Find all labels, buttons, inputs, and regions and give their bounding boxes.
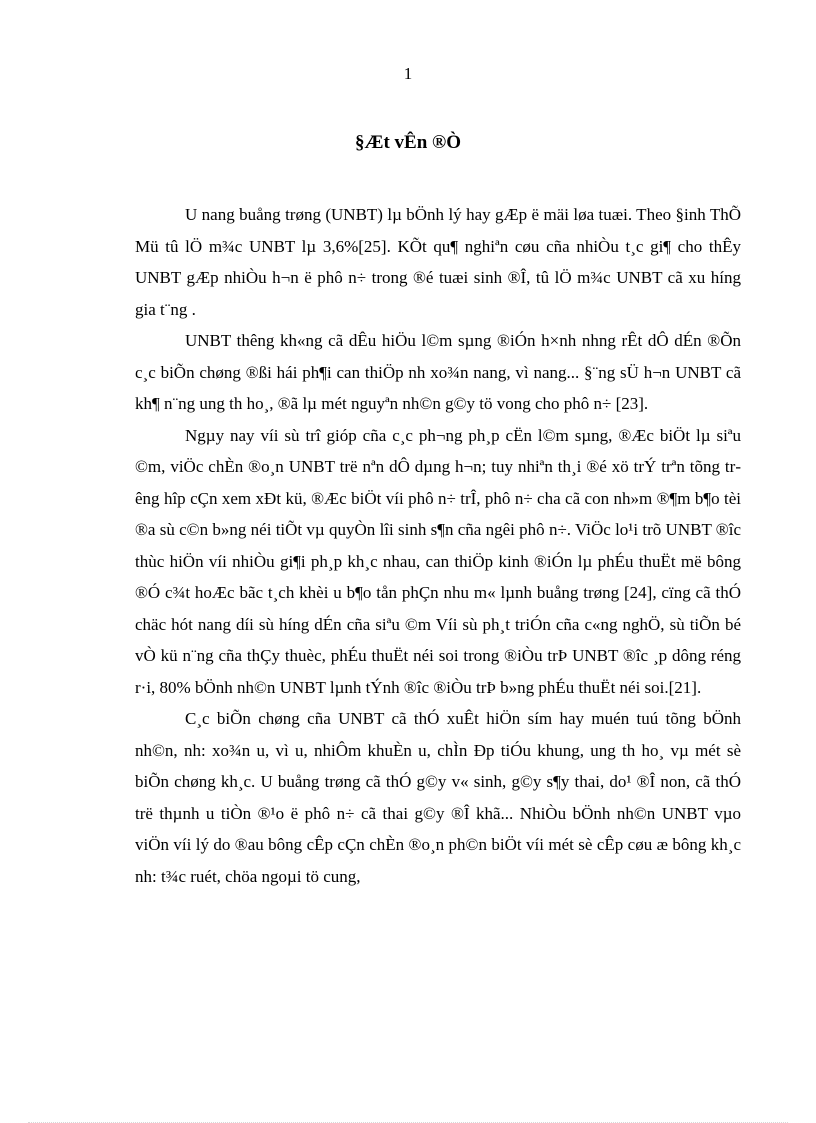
paragraph: UNBT thêng kh«ng cã dÊu hiÖu l©m sµng ®iÓn h×nh nhng rÊt dÔ dÉn ®Õn c¸c biÕn chøng ®ßi hái ph¶i can thiÖp nh xo¾n nang, vì nang... §¨ng sÜ h¬n UNBT cã kh¶ n¨ng ung th ho¸, ®ã lµ mét nguyªn nh©n g©y tö vong cho phô n÷ [23]. (135, 331, 741, 413)
paragraph: C¸c biÕn chøng cña UNBT cã thÓ xuÊt hiÖn sím hay muén tuú tõng bÖnh nh©n, nh: xo¾n u, vì u, nhiÔm khuÈn u, chÌn Ðp tiÓu khung, ung th ho¸ vµ mét sè biÕn chøng kh¸c. U buång trøng cã thÓ g©y v« sinh, g©y s¶y thai, do¹ ®Î non, cã thÓ trë thµnh u tiÒn ®¹o ë phô n÷ cã thai g©y ®Î khã... NhiÒu bÖnh nh©n UNBT vµo viÖn víi lý do ®au bông cÊp cÇn chÈn ®o¸n ph©n biÖt víi mét sè cÊp cøu æ bông kh¸c nh: t¾c ruét, chöa ngoµi tö cung, (135, 709, 741, 886)
section-heading: §Æt vÊn ®Ò (354, 132, 462, 153)
paragraph: U nang buång trøng (UNBT) lµ bÖnh lý hay gÆp ë mäi løa tuæi. Theo §inh ThÕ Mü tû lÖ m¾c UNBT lµ 3,6%[25]. KÕt qu¶ nghiªn cøu cña nhiÒu t¸c gi¶ cho thÊy UNBT gÆp nhiÒu h¬n ë phô n÷ trong ®é tuæi sinh ®Î, tû lÖ m¾c UNBT cã xu híng gia t¨ng . (135, 205, 741, 319)
paragraph: Ngµy nay víi sù trî gióp cña c¸c ph¬ng ph¸p cËn l©m sµng, ®Æc biÖt lµ siªu ©m, viÖc chÈn ®o¸n UNBT trë nªn dÔ dµng h¬n; tuy nhiªn th¸i ®é xö trÝ trªn tõng trêng hîp cÇn xem xÐt kü, ®Æc biÖt víi phô n÷ trÎ, phô n÷ cha cã con nh»m ®¶m b¶o tèi ®a sù c©n b»ng néi tiÕt vµ quyÒn lîi sinh s¶n cña ngêi phô n÷. ViÖc lo¹i trõ UNBT ®îc thùc hiÖn víi nhiÒu gi¶i ph¸p kh¸c nhau, can thiÖp kinh ®iÓn lµ phÉu thuËt më bông ®Ó c¾t hoÆc bãc t¸ch khèi u b¶o tån phÇn nhu m« lµnh buång trøng [24], cïng cã thÓ chäc hót nang díi sù híng dÉn cña siªu ©m Víi sù ph¸t triÓn cña c«ng nghÖ, sù tiÕn bé vÒ kü n¨ng cña thÇy thuèc, phÉu thuËt néi soi trong ®iÒu trÞ UNBT ®îc ¸p dông réng r·i, 80% bÖnh nh©n UNBT lµnh tÝnh ®îc ®iÒu trÞ b»ng phÉu thuËt néi soi.[21]. (135, 425, 741, 697)
body-text (135, 199, 741, 892)
page-number: 1 (403, 64, 413, 83)
